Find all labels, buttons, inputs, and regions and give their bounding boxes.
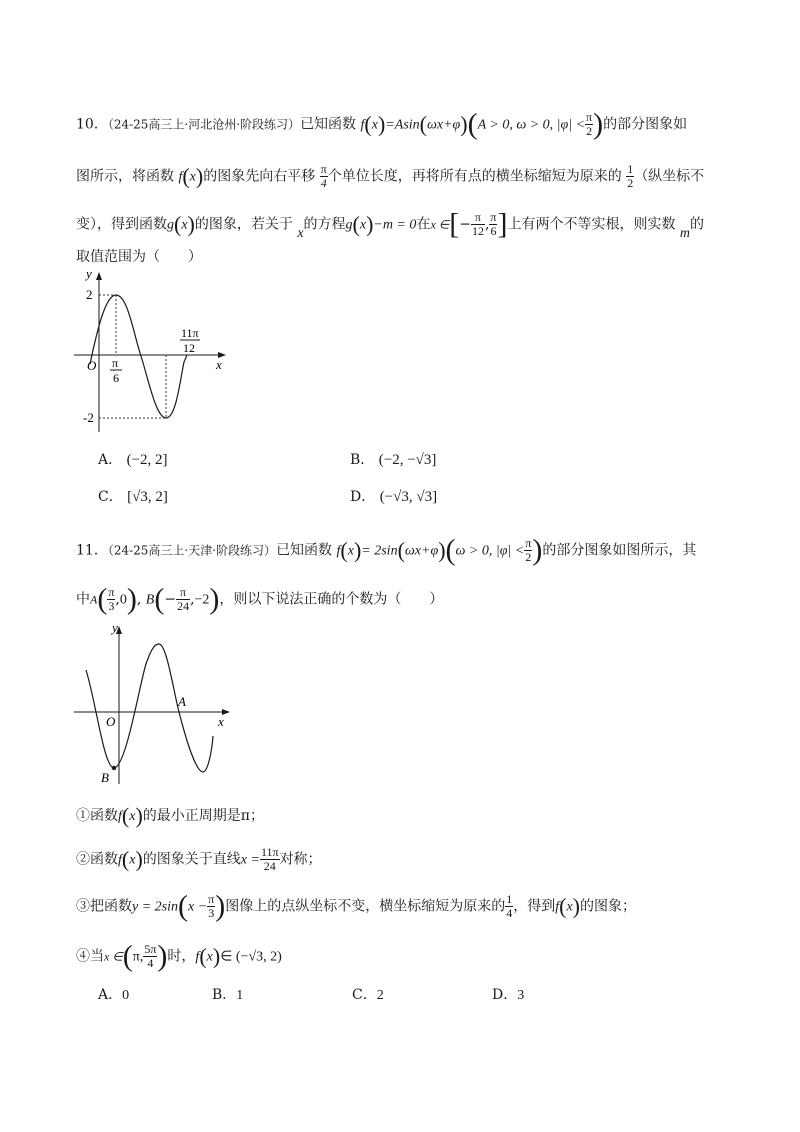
q11-s2-f: f (118, 852, 122, 868)
q10-in: x ∈ (430, 217, 450, 232)
q11-s4-pi: π, (132, 949, 144, 965)
q10-x4: x (297, 225, 304, 241)
q11-comma1: , (115, 591, 120, 608)
q10-option-d-label: D． (350, 489, 376, 505)
q11-s3-q-num: 1 (506, 892, 513, 906)
q10-graph (70, 266, 230, 438)
q10-omega-x-phi: ωx+φ (426, 117, 461, 133)
q11-sine-curve (86, 644, 213, 772)
q10-source: （24-25高三上·河北沧州·阶段练习） (107, 117, 301, 132)
q11-statement-4: ④当x ∈(π, $\frac{5\pi}{4}$ )时，f(x)∈ (−√3, 2) (76, 939, 282, 973)
q11-label-a: A (178, 694, 186, 709)
q10-pi-over-4 (320, 163, 328, 190)
q11-eq-2sin: = 2sin (361, 543, 398, 559)
q10-line3-b: 的图象，若关于 (194, 216, 293, 233)
q10-line3-d: 在 (416, 216, 431, 233)
q10-f2: f (178, 169, 183, 185)
q10-half-den: 2 (627, 176, 634, 190)
q11-source: （24-25高三上·天津·阶段练习） (107, 543, 277, 558)
q11-pi3-den: 3 (108, 599, 115, 613)
q11-option-d[interactable] (492, 986, 524, 1005)
q11-point-b (112, 766, 116, 770)
q11-condition: ω > 0, |φ| < (455, 543, 525, 559)
q11-option-b-label: B． (212, 987, 237, 1003)
q11-statement-3: ③把函数y = 2sin(x − $\frac{\pi}{3}$ )图像上的点纵坐标不变，横坐标缩短为原来的 $\frac{1}{4}$ ，得到f(x)的图象； (76, 889, 636, 923)
q11-s2-num: 11π (260, 845, 279, 859)
q11-option-c-value: 2 (376, 988, 384, 1003)
q10-minus-m: −m = 0 (373, 217, 417, 233)
q10-line2-d: （纵坐标不 (634, 168, 705, 185)
q11-line2-b: ，则以下说法正确的个数为（ ） (219, 591, 444, 608)
q10-one-half (626, 163, 634, 190)
q11-s2-frac (260, 846, 280, 873)
q11-frac-num: π (525, 536, 532, 550)
q10-option-c[interactable] (98, 488, 168, 506)
q10-f: f (360, 117, 365, 133)
q11-s4-x: x (206, 949, 213, 965)
q10-option-c-label: C． (98, 489, 123, 505)
q10-line3-f: 的 (690, 216, 705, 233)
q11-neg2: −2 (194, 592, 210, 608)
q11-statement-2: ②函数f(x)的图象关于直线x = $\frac{11\pi}{24}$ 对称； (76, 845, 322, 873)
q11-option-a[interactable] (98, 986, 129, 1005)
q10-pi-over-12 (471, 211, 485, 238)
q10-tick1-num: π (112, 356, 119, 370)
q11-line2: 中A( $\frac{\pi}{3}$ ,0), B(− $\frac{\pi}{24}$ ,−2)，则以下说法正确的个数为（ ） (76, 582, 444, 616)
q11-s3-den: 3 (208, 906, 215, 920)
q11-label-b: B (101, 770, 109, 785)
q11-s1-b: 的最小正周期是π； (142, 808, 264, 824)
q11-lead: 已知函数 (276, 542, 333, 559)
q11-comma2: , (136, 591, 142, 608)
q11-neg: − (164, 591, 177, 608)
q10-ymax-label: 2 (86, 287, 93, 302)
q11-s3-q-den: 4 (506, 906, 513, 920)
q11-s3-f: f (555, 899, 560, 915)
q11-s1-f: f (118, 809, 122, 824)
q10-condition: A > 0, ω > 0, |φ| < (477, 117, 586, 133)
q11-statement-1: ①函数f(x)的最小正周期是π； (76, 803, 264, 828)
q11-s2-xeq: x = (240, 852, 260, 868)
q10-m: m (679, 225, 691, 241)
q11-s4-den: 4 (143, 956, 157, 970)
q11-option-c-label: C． (352, 987, 377, 1003)
q10-comma: , (484, 216, 490, 233)
q10-y-arrow (96, 272, 102, 280)
q11-comma3: , (190, 591, 195, 608)
q11-option-b[interactable] (212, 986, 243, 1005)
q11-s3-y: y = 2sin (132, 899, 178, 915)
q11-pi24-den: 24 (177, 599, 190, 613)
q11-y-label: y (112, 622, 118, 635)
q11-s3-num: π (208, 892, 215, 906)
q11-pi-over-24 (176, 586, 190, 613)
q11-origin: O (106, 714, 116, 729)
q10-option-a[interactable] (98, 451, 168, 469)
q10-option-c-value: [√3, 2] (127, 489, 168, 505)
q10-line2-c: 个单位长度，再将所有点的横坐标缩短为原来的 (327, 168, 622, 185)
q10-line1: 10．（24-25高三上·河北沧州·阶段练习）已知函数 f(x)=Asin(ωx+φ)(A > 0, ω > 0, |φ| < $\frac{\pi}{2}$ )的部分图象如 (76, 107, 688, 141)
q11-s2-b: 的图象关于直线 (142, 851, 241, 868)
q10-option-b[interactable] (350, 451, 436, 469)
q10-line3-c: 的方程 (303, 216, 346, 233)
q10-line2-a: 图所示，将函数 (76, 168, 174, 185)
q11-s4-in: x ∈ (104, 949, 123, 964)
q11-s4-f: f (195, 949, 200, 965)
q11-s3-d: 的图象； (580, 898, 636, 915)
q11-s2-c: 对称； (279, 851, 322, 868)
q11-omega-x-phi: ωx+φ (404, 543, 439, 559)
q10-number: 10． (76, 116, 108, 133)
q10-line4: 取值范围为（ ） (76, 249, 202, 265)
q10-pi6-den: 6 (490, 224, 497, 238)
q11-option-a-value: 0 (122, 988, 130, 1003)
q10-tick2-den: 12 (183, 341, 195, 355)
q10-eq-a-sin: =Asin (385, 117, 420, 133)
q11-option-d-value: 3 (517, 988, 525, 1003)
q10-sine-curve (90, 295, 187, 418)
q10-option-a-label: A． (98, 452, 123, 468)
q11-option-b-value: 1 (236, 988, 244, 1003)
q10-frac-den: 2 (586, 124, 593, 138)
q11-x: x (347, 543, 354, 559)
q10-pi4-den: 4 (320, 176, 327, 190)
q10-tick1-den: 6 (113, 371, 119, 385)
q11-pi24-num: π (180, 585, 187, 599)
q11-zero: 0 (119, 592, 127, 608)
q10-line2: 图所示，将函数 f(x)的图象先向右平移 $\frac{\pi}{4}$ 个单位长度，再将所有点的横坐标缩短为原来的 $\frac{1}{2}$ （纵坐标不 (76, 162, 705, 190)
q10-ymin-label: -2 (83, 410, 94, 425)
q10-option-d[interactable] (350, 488, 437, 506)
q11-option-d-label: D． (492, 987, 518, 1003)
q11-graph (72, 622, 232, 786)
q10-origin: O (87, 358, 97, 373)
q11-s3-x: x (566, 899, 573, 915)
q11-s4-range: ∈ (−√3, 2) (220, 949, 282, 965)
q11-s1-a: ①函数 (76, 808, 118, 824)
q10-option-b-label: B． (350, 452, 375, 468)
q11-s2-a: ②函数 (76, 851, 118, 868)
q11-line1: 11．（24-25高三上·天津·阶段练习）已知函数 f(x)= 2sin(ωx+φ)(ω > 0, |φ| < $\frac{\pi}{2}$ )的部分图象如图所示，其 (76, 533, 697, 567)
q10-half-num: 1 (627, 162, 634, 176)
q11-s3-b: 图像上的点纵坐标不变，横坐标缩短为原来的 (225, 898, 506, 915)
q11-f: f (336, 543, 341, 559)
q10-pi4-num: π (320, 162, 327, 176)
q10-frac-num: π (586, 110, 593, 124)
q10-pi-over-2 (585, 111, 593, 138)
q10-x: x (371, 117, 378, 133)
q11-option-a-label: A． (98, 987, 123, 1003)
q10-tick2-num: 11π (181, 326, 199, 340)
q11-pi3-num: π (108, 585, 115, 599)
q10-option-d-value: (−√3, √3] (379, 489, 438, 505)
q10-x3: x (181, 217, 188, 233)
q10-g2: g (345, 217, 353, 233)
q10-option-b-value: (−2, −√3] (378, 452, 437, 468)
q11-s3-a: ③把函数 (76, 898, 132, 915)
q11-s4-frac (143, 943, 157, 970)
q11-point-a-name: A (90, 592, 98, 607)
q11-s3-arg: x − (188, 899, 208, 915)
q11-s3-c: ，得到 (513, 898, 556, 915)
q11-number: 11． (76, 542, 108, 559)
q11-tail1: 的部分图象如图所示，其 (542, 542, 697, 559)
q10-pi12-den: 12 (471, 224, 484, 238)
q10-pi12-num: π (474, 210, 481, 224)
q10-pi6-num: π (490, 210, 497, 224)
q10-x2: x (189, 169, 196, 185)
q11-x-label: x (218, 714, 224, 729)
q10-tail1: 的部分图象如 (603, 116, 688, 133)
q10-g: g (167, 217, 174, 233)
q11-s1-x: x (129, 809, 136, 824)
q10-x5: x (359, 217, 367, 233)
q10-x-label: x (216, 357, 222, 372)
q11-s4-a: ④当 (76, 948, 104, 965)
q11-frac-den: 2 (525, 550, 532, 564)
q11-line2-a: 中 (76, 591, 90, 608)
q11-s2-x: x (129, 852, 136, 868)
q11-point-b-name: B (145, 592, 155, 608)
q10-line2-b: 的图象先向右平移 (203, 168, 316, 185)
q10-option-a-value: (−2, 2] (126, 452, 168, 468)
q10-y-label: y (86, 266, 92, 281)
q10-neg: − (459, 216, 471, 233)
q11-option-c[interactable] (352, 986, 384, 1005)
q10-lead: 已知函数 (300, 116, 357, 133)
q11-s4-b: 时， (167, 948, 196, 965)
q10-line3: 变），得到函数g(x)的图象，若关于 x的方程g(x)−m = 0在x ∈[− $\frac{\pi}{12}$ , $\frac{\pi}{6}$ ]上有两个不等实根，则实数 m的 (76, 207, 705, 241)
q11-s2-den: 24 (260, 859, 280, 873)
q11-s4-num: 5π (144, 942, 157, 956)
q10-line3-a: 变），得到函数 (76, 216, 167, 233)
q10-line3-e: 上有两个不等实根，则实数 (507, 216, 676, 233)
